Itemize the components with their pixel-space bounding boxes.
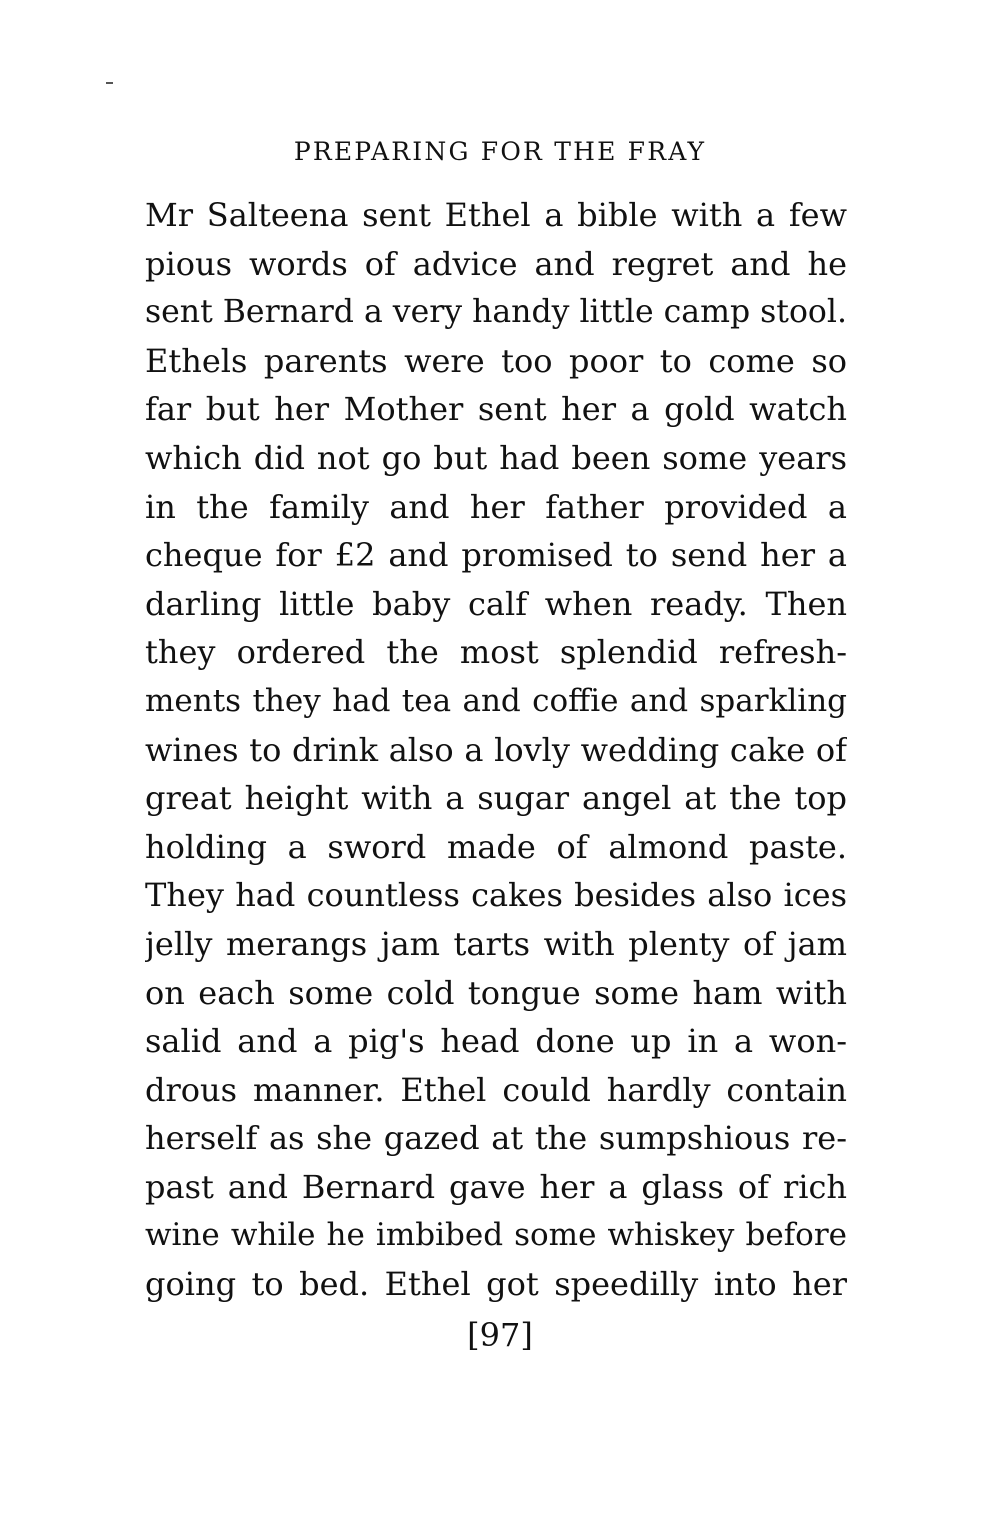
text-line: jelly merangs jam tarts with plenty of jam (145, 924, 847, 963)
text-line: holding a sword made of almond paste. (145, 827, 847, 866)
body-text (145, 191, 847, 1309)
text-line: great height with a sugar angel at the top (145, 779, 847, 818)
text-line: pious words of advice and regret and he (145, 244, 847, 283)
text-line: which did not go but had been some years (145, 438, 847, 477)
text-line: sent Bernard a very handy little camp stool. (145, 294, 847, 331)
page-number: [97] (467, 1316, 533, 1354)
text-line: drous manner. Ethel could hardly contain (145, 1070, 847, 1109)
text-line: Mr Salteena sent Ethel a bible with a few (145, 196, 847, 234)
text-line: going to bed. Ethel got speedilly into her (145, 1265, 847, 1304)
text-line: far but her Mother sent her a gold watch (145, 390, 847, 429)
text-line: past and Bernard gave her a glass of rich (145, 1167, 847, 1206)
text-line: in the family and her father provided a (145, 487, 847, 526)
text-line: they ordered the most splendid refresh- (145, 633, 847, 672)
text-line: wine while he imbibed some whiskey before (145, 1217, 847, 1254)
running-head: PREPARING FOR THE FRAY (293, 137, 707, 166)
text-line: salid and a pig's head done up in a won- (145, 1022, 847, 1061)
text-line: ments they had tea and coffie and sparkling (145, 682, 847, 719)
text-line: darling little baby calf when ready. Then (145, 584, 847, 623)
text-line: cheque for £2 and promised to send her a (145, 536, 847, 575)
text-line: Ethels parents were too poor to come so (145, 341, 847, 380)
print-speck (106, 82, 113, 84)
text-line: They had countless cakes besides also ices (145, 876, 847, 915)
text-line: herself as she gazed at the sumpshious re- (145, 1119, 847, 1158)
text-line: on each some cold tongue some ham with (145, 973, 847, 1012)
text-line: wines to drink also a lovly wedding cake of (145, 730, 847, 769)
